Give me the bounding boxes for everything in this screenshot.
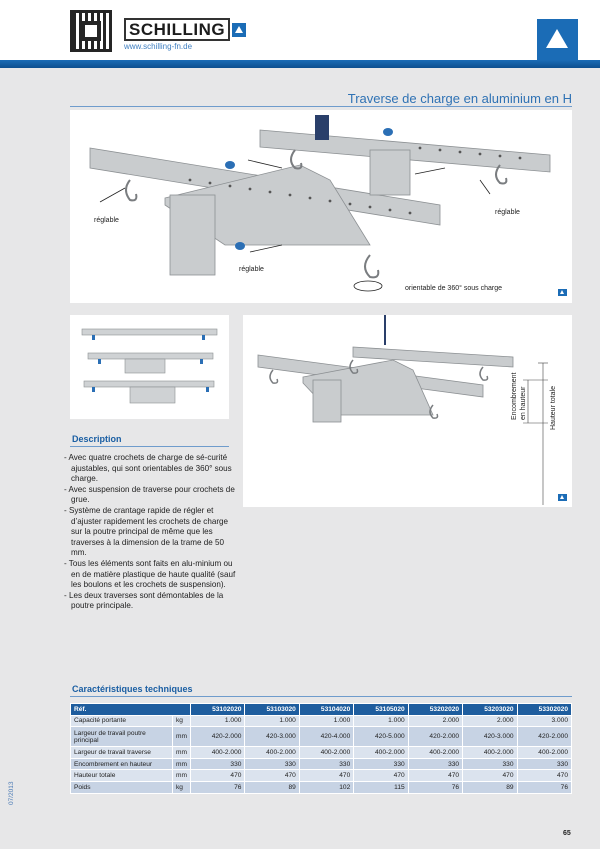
- zoom-marker-icon[interactable]: [558, 289, 567, 296]
- table-header-cell: 53102020: [191, 704, 245, 716]
- table-cell: 470: [354, 770, 408, 782]
- table-cell: 470: [463, 770, 517, 782]
- table-cell: 400-2.000: [408, 747, 462, 759]
- table-cell: 420-3.000: [463, 727, 517, 747]
- header-bar: [0, 60, 600, 68]
- table-cell: 1.000: [245, 715, 299, 727]
- table-cell: 470: [191, 770, 245, 782]
- table-header-row: [71, 704, 572, 716]
- table-cell: 330: [299, 758, 353, 770]
- table-cell: 400-2.000: [463, 747, 517, 759]
- print-date: 07/2013: [8, 781, 15, 805]
- description-heading: Description: [72, 434, 122, 444]
- page-header: [0, 0, 600, 62]
- main-product-image: [70, 110, 572, 303]
- table-header-cell: 53103020: [245, 704, 299, 716]
- table-cell: 400-2.000: [517, 747, 571, 759]
- table-cell: 330: [463, 758, 517, 770]
- table-cell: 420-3.000: [245, 727, 299, 747]
- row-unit: kg: [173, 781, 191, 793]
- table-header-cell: 53105020: [354, 704, 408, 716]
- table-cell: 2.000: [408, 715, 462, 727]
- variants-image: [70, 315, 229, 419]
- zoom-marker-icon[interactable]: [558, 494, 567, 501]
- table-cell: 400-2.000: [191, 747, 245, 759]
- row-label: Hauteur totale: [71, 770, 173, 782]
- label-encombrement: Encombrement: [511, 372, 518, 420]
- label-reglable-left: réglable: [94, 217, 119, 224]
- table-header-cell: 53202020: [408, 704, 462, 716]
- table-row: [71, 715, 572, 727]
- table-cell: 1.000: [354, 715, 408, 727]
- brand-triangle-icon: [537, 19, 578, 60]
- table-cell: 330: [408, 758, 462, 770]
- table-cell: 115: [354, 781, 408, 793]
- row-label: Largeur de travail traverse: [71, 747, 173, 759]
- label-reglable-right: réglable: [495, 209, 520, 216]
- label-hauteur-totale: Hauteur totale: [550, 386, 557, 430]
- row-label: Encombrement en hauteur: [71, 758, 173, 770]
- table-cell: 89: [463, 781, 517, 793]
- table-cell: 470: [408, 770, 462, 782]
- row-unit: mm: [173, 770, 191, 782]
- table-header-cell: 53302020: [517, 704, 571, 716]
- table-row: [71, 727, 572, 747]
- label-orientable: orientable de 360° sous charge: [405, 285, 502, 292]
- row-unit: mm: [173, 727, 191, 747]
- table-header-cell: 53203020: [463, 704, 517, 716]
- table-row: [71, 770, 572, 782]
- table-header-cell: 53104020: [299, 704, 353, 716]
- table-cell: 76: [191, 781, 245, 793]
- table-cell: 102: [299, 781, 353, 793]
- table-cell: 1.000: [191, 715, 245, 727]
- dimension-image: [243, 315, 572, 507]
- table-cell: 400-2.000: [299, 747, 353, 759]
- table-cell: 400-2.000: [245, 747, 299, 759]
- table-cell: 89: [245, 781, 299, 793]
- row-unit: mm: [173, 758, 191, 770]
- spec-table: [70, 703, 572, 794]
- table-cell: 420-4.000: [299, 727, 353, 747]
- page-title: Traverse de charge en aluminium en H: [347, 91, 572, 106]
- table-cell: 76: [517, 781, 571, 793]
- row-label: Largeur de travail poutre principal: [71, 727, 173, 747]
- table-cell: 470: [517, 770, 571, 782]
- table-cell: 420-2.000: [517, 727, 571, 747]
- table-cell: 420-5.000: [354, 727, 408, 747]
- list-item: - Avec suspension de traverse pour crochets de grue.: [64, 484, 235, 505]
- table-cell: 400-2.000: [354, 747, 408, 759]
- row-label: Poids: [71, 781, 173, 793]
- list-item: - Les deux traverses sont démontables de la poutre principale.: [64, 590, 224, 611]
- description-list: [63, 453, 238, 612]
- page-number: 65: [563, 830, 571, 837]
- row-label: Capacité portante: [71, 715, 173, 727]
- tech-divider: [70, 696, 572, 697]
- label-reglable-bottom: réglable: [239, 266, 264, 273]
- table-cell: 470: [299, 770, 353, 782]
- list-item: - Tous les éléments sont faits en alu-minium ou en de matière plastique de haute qualité (sauf les boulons et les crochets de suspension).: [64, 558, 236, 590]
- table-cell: 330: [354, 758, 408, 770]
- table-cell: 330: [245, 758, 299, 770]
- table-row: [71, 781, 572, 793]
- title-divider: [70, 106, 572, 107]
- table-cell: 76: [408, 781, 462, 793]
- table-cell: 420-2.000: [191, 727, 245, 747]
- tech-heading: Caractéristiques techniques: [72, 684, 193, 694]
- row-unit: kg: [173, 715, 191, 727]
- label-en-hauteur: en hauteur: [520, 386, 527, 420]
- list-item: - Système de crantage rapide de régler et d’ajuster rapidement les crochets de charge sur la poutre principal de même que les traverses à la dimension de la trame de 50 mm.: [64, 505, 229, 558]
- list-item: - Avec quatre crochets de charge de sé-curité ajustables, qui sont orientables de 360° sous charge.: [64, 453, 232, 484]
- table-cell: 2.000: [463, 715, 517, 727]
- row-unit: mm: [173, 747, 191, 759]
- description-divider: [70, 446, 229, 447]
- schilling-logo: SCHILLING: [124, 20, 246, 40]
- table-cell: 330: [191, 758, 245, 770]
- table-row: [71, 758, 572, 770]
- website-link[interactable]: www.schilling-fn.de: [124, 42, 193, 51]
- table-cell: 470: [245, 770, 299, 782]
- qr-code-icon[interactable]: [70, 10, 112, 52]
- table-row: [71, 747, 572, 759]
- table-cell: 420-2.000: [408, 727, 462, 747]
- table-cell: 330: [517, 758, 571, 770]
- table-header-cell: Réf.: [71, 704, 191, 716]
- table-cell: 3.000: [517, 715, 571, 727]
- table-cell: 1.000: [299, 715, 353, 727]
- logo-triangle-icon: [232, 23, 246, 37]
